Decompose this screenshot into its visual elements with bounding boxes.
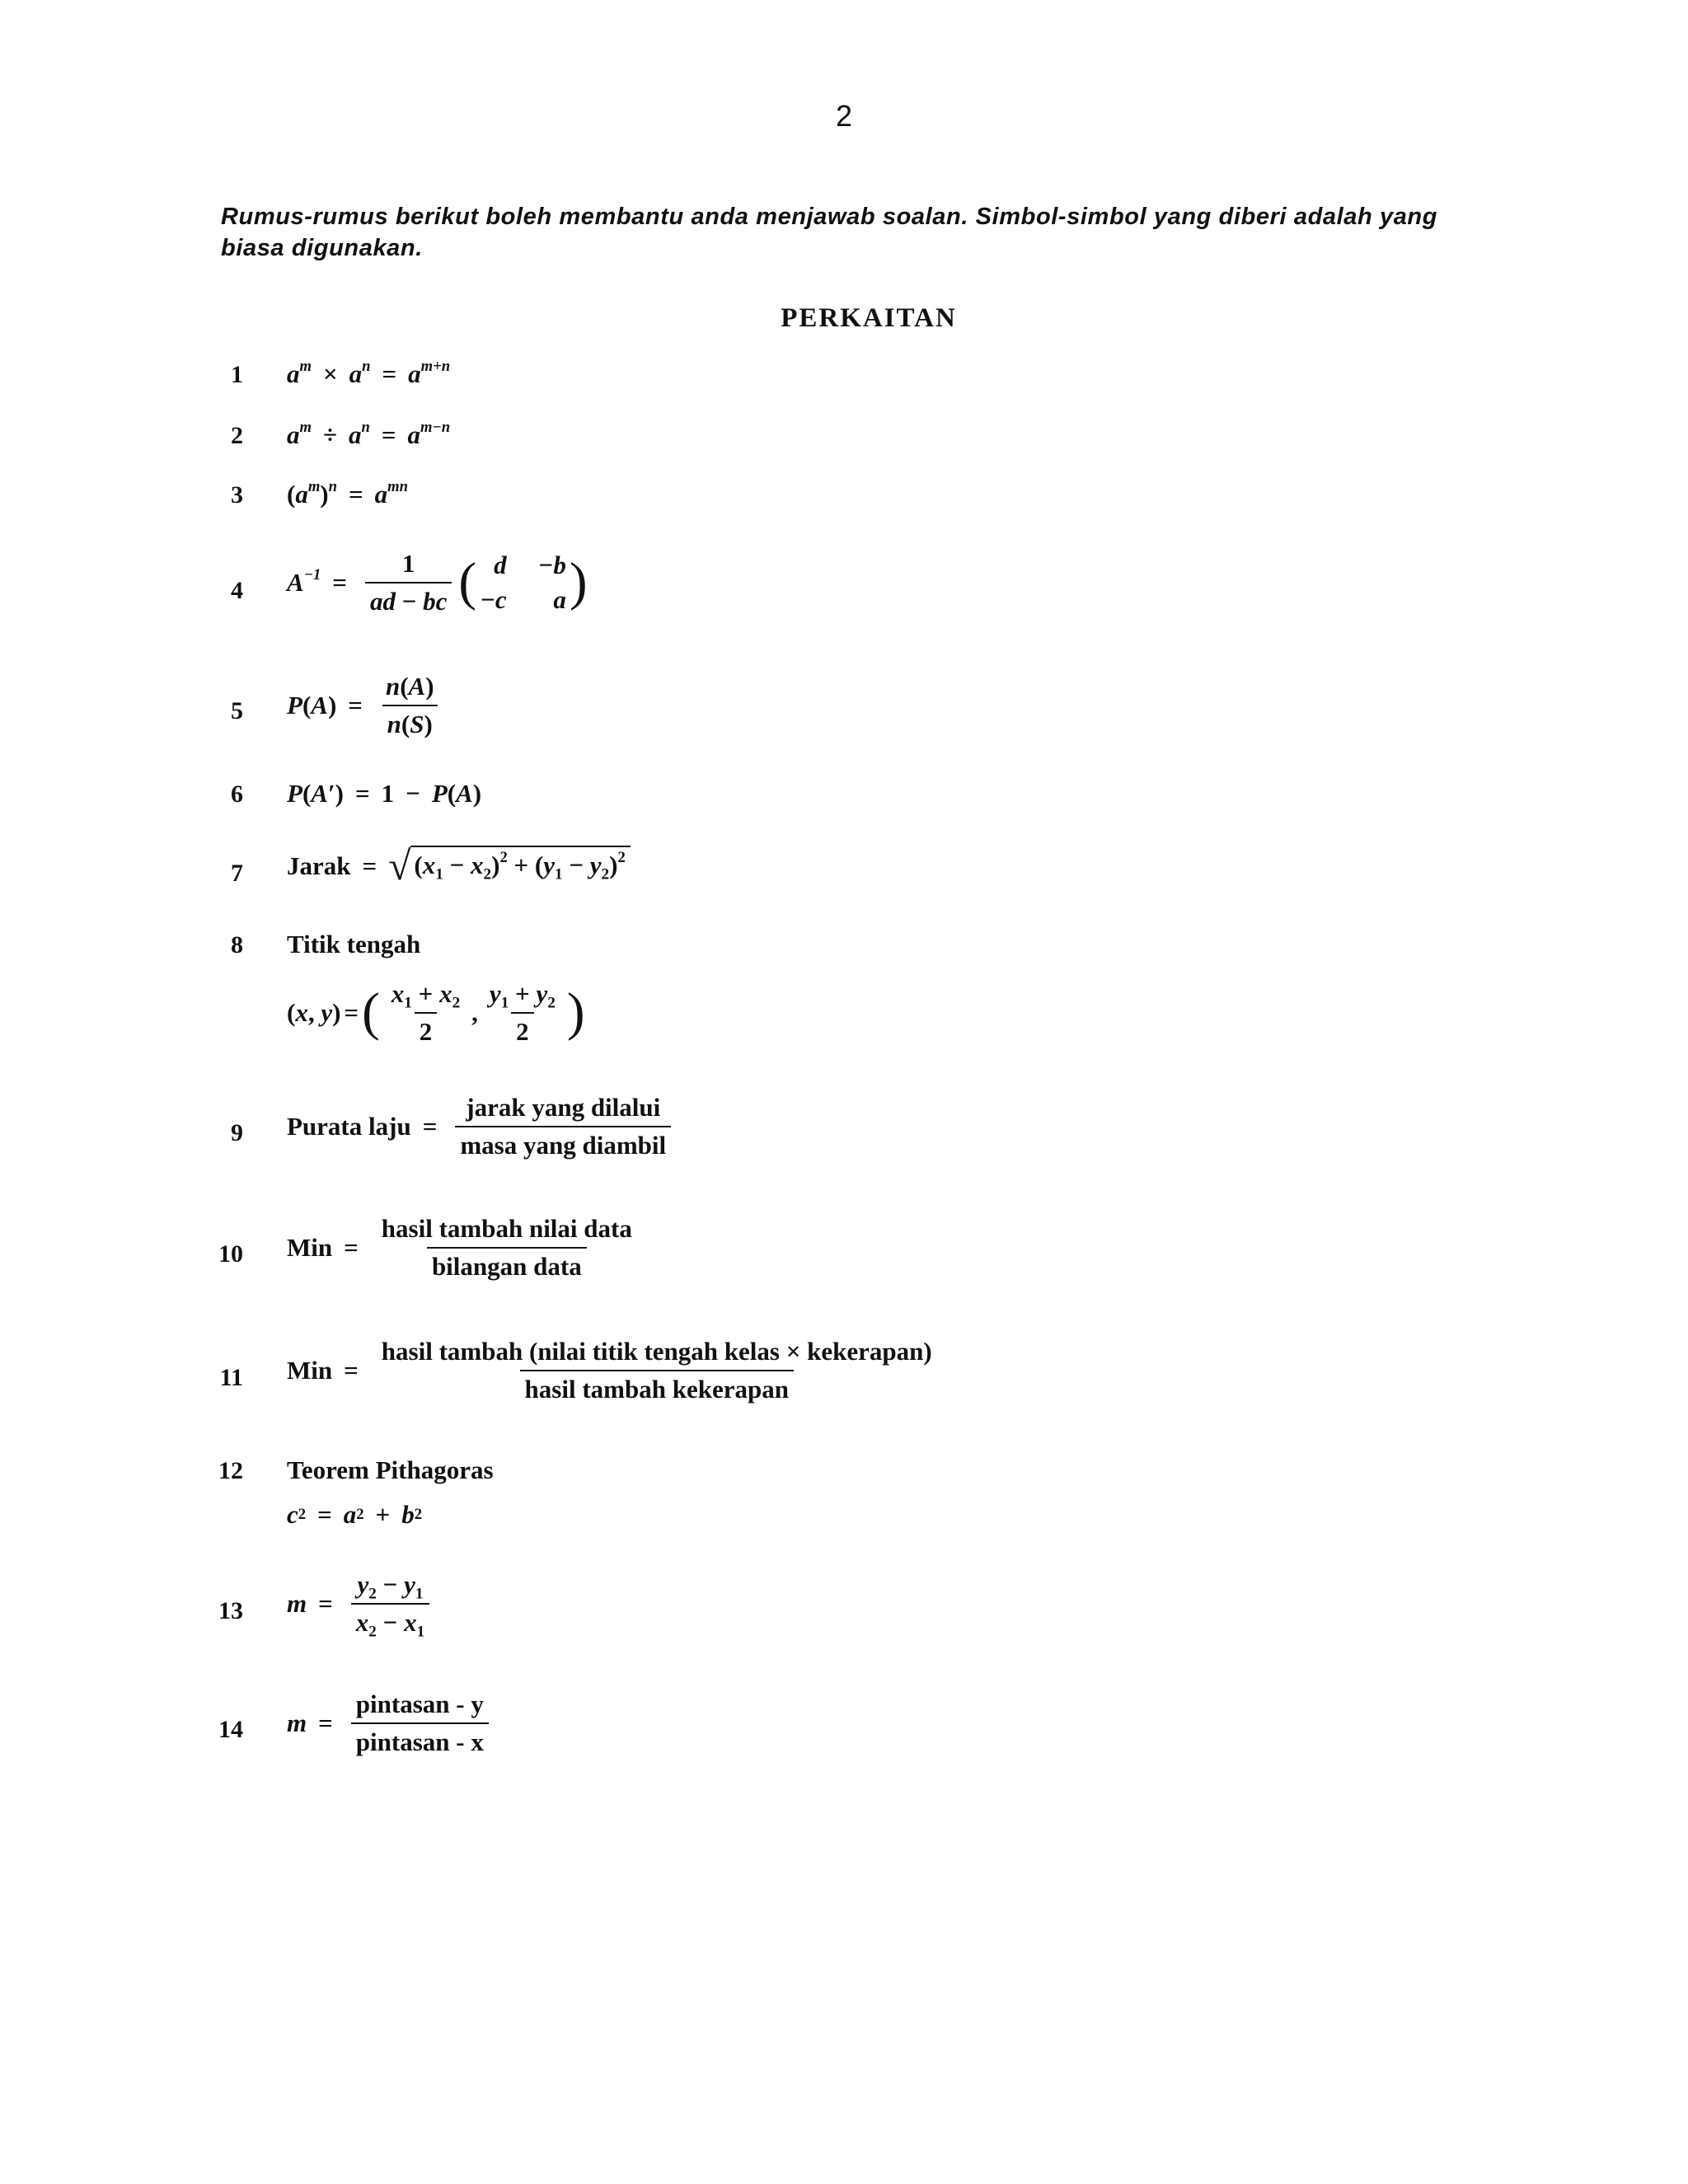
item-number: 5 [231,697,243,724]
item-number: 9 [231,1119,243,1146]
intro-text: Rumus-rumus berikut boleh membantu anda menjawab soalan. Simbol-simbol yang diberi adalah yang biasa digunakan. [221,204,1438,261]
page-number: 2 [835,99,853,133]
formula-6: P ( A ′) = 1 − P ( A ) [287,779,482,808]
titik-tengah-label: Titik tengah [287,930,421,958]
hasil-tambah-kelas: hasil tambah (nilai titik tengah kelas × kekerapan) [381,1337,932,1366]
jarak-label: Jarak [287,851,351,880]
item-number: 10 [218,1240,243,1268]
formula-12: c 2 = a 2 + b 2 [287,1500,422,1529]
pintasan-y: pintasan - y [355,1690,484,1718]
formula-4: $A^{-1}$ = $\frac{1}{ad - bc}$ ( d −b −c a ) [287,549,588,616]
formula-14: m = $\frac{\text{pintasan - y}}{\text{pintasan - x}}$ [287,1690,495,1757]
masa-diambil: masa yang diambil [455,1126,671,1160]
bilangan-data: bilangan data [427,1247,587,1282]
hasil-tambah-kekerapan: hasil tambah kekerapan [520,1370,794,1404]
item-number: 7 [231,860,243,887]
purata-laju-label: Purata laju [287,1112,411,1141]
item-number: 3 [231,481,243,509]
item-number: 4 [231,577,243,604]
formula-3: $(a^m)^n$ = $a^{mn}$ [287,478,408,509]
formula-13: m = $\frac{y_2 - y_1}{x_2 - x_1}$ [287,1570,436,1638]
item-number: 1 [231,361,243,388]
item-number: 8 [231,931,243,958]
hasil-tambah-nilai-data: hasil tambah nilai data [381,1214,632,1243]
formula-10: Min = $\frac{\text{hasil tambah nilai data}}{\text{bilangan data}}$ [287,1214,644,1282]
formula-9: Purata laju = $\frac{\text{jarak yang dilalui}}{\text{masa yang diambil}}$ [287,1093,678,1160]
item-number: 14 [218,1716,243,1743]
item-number: 6 [231,780,243,808]
teorem-label: Teorem Pithagoras [287,1455,494,1484]
formula-1: $a^m$ × $a^n$ = $a^{m+n}$ [287,358,451,388]
item-number: 11 [219,1364,243,1391]
formula-8: ( x , y ) = ( $\frac{x_1 + x_2}{2}$ , $\frac{y_1 + y_2}{2}$ ) [287,979,585,1046]
min-label: Min [287,1233,333,1262]
pintasan-x: pintasan - x [351,1722,489,1757]
formula-5: P ( A ) = $\frac{n(A)}{n(S)}$ [287,672,446,739]
formula-2: $a^m$ ÷ $a^n$ = $a^{m-n}$ [287,419,451,449]
section-heading: PERKAITAN [781,303,957,333]
formula-11: Min = $\frac{\text{hasil tambah (nilai titik tengah kelas × kekerapan)}}{\text{hasil tambah kekerapan}}$ [287,1337,944,1404]
item-number: 13 [218,1597,243,1624]
jarak-dilalui: jarak yang dilalui [466,1093,661,1122]
formula-7: Jarak = √ $(x_1 - x_2)^2 + (y_1 - y_2)^2$ [287,846,631,887]
min-label: Min [287,1356,333,1385]
item-number: 2 [231,422,243,449]
item-number: 12 [218,1457,243,1484]
